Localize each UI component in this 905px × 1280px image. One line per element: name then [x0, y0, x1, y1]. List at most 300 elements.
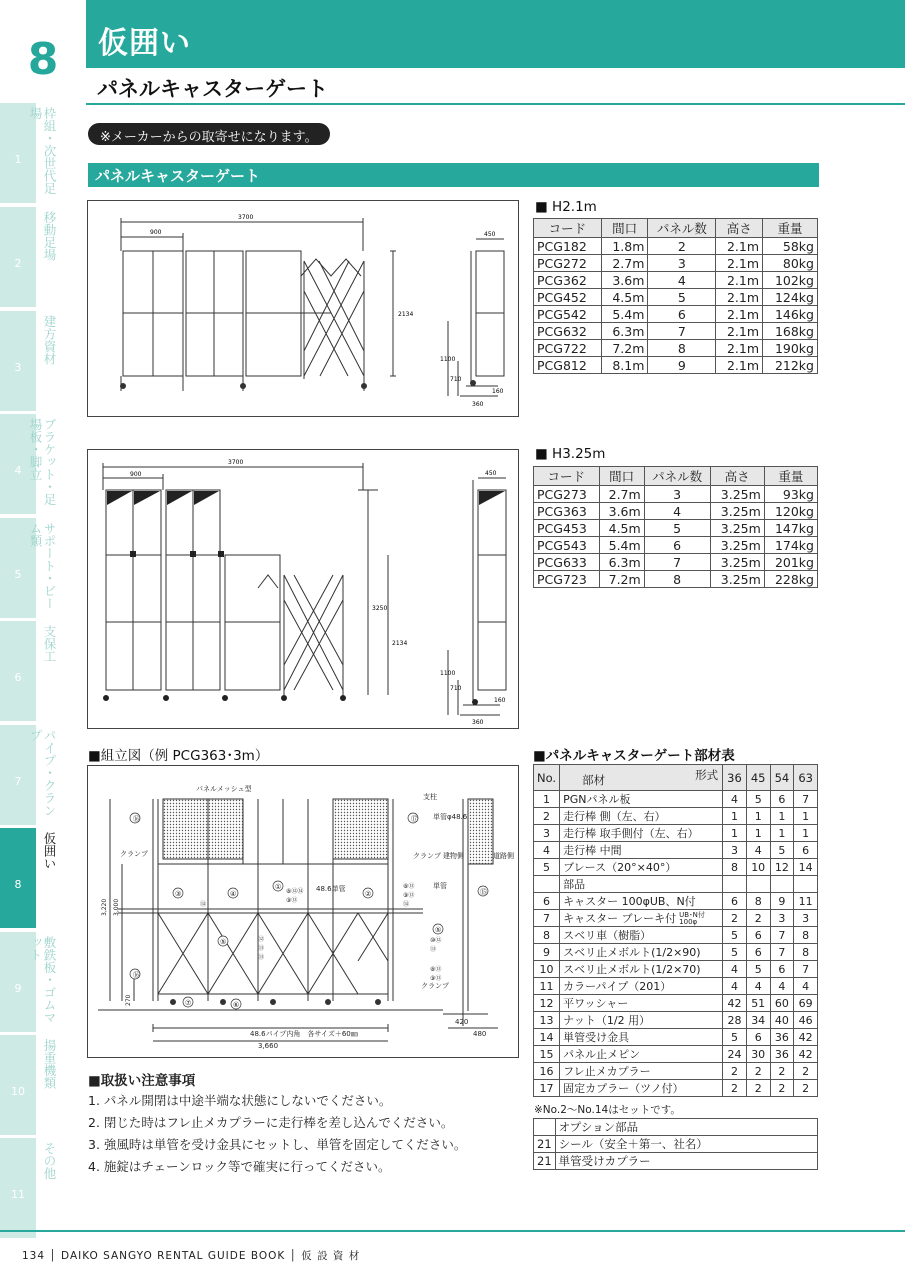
svg-text:⑭: ⑭ [200, 901, 207, 908]
parts-cell: 4 [723, 978, 747, 995]
table-cell: PCG812 [534, 357, 602, 374]
sidebar-item-11[interactable] [0, 1138, 57, 1238]
parts-cell: PGNパネル板 [560, 791, 723, 808]
label-pipe-2: 48.6単管 [316, 885, 346, 893]
table-cell: 3.25m [710, 503, 764, 520]
label-clamp-2: クランプ [421, 982, 449, 990]
table-cell: PCG722 [534, 340, 602, 357]
parts-sub-row [534, 876, 818, 893]
dim-h3: 270 [125, 994, 132, 1006]
caution-title: ■取扱い注意事項 [88, 1073, 196, 1089]
table-cell: 6 [644, 537, 710, 554]
table-cell: 5.4m [599, 537, 644, 554]
table-cell: 3 [644, 486, 710, 503]
parts-cell: 11 [794, 893, 818, 910]
table-cell: 2.1m [716, 323, 763, 340]
parts-row [534, 825, 818, 842]
parts-cell: 走行棒 中間 [560, 842, 723, 859]
parts-cell: 2 [746, 1080, 770, 1097]
parts-cell: 1 [770, 825, 794, 842]
parts-cell: 28 [723, 1012, 747, 1029]
drawing-h21 [87, 200, 519, 417]
svg-text:⑥: ⑥ [233, 1001, 240, 1009]
parts-cell: 平ワッシャー [560, 995, 723, 1012]
table-row [534, 503, 818, 520]
table-cell: 7 [644, 554, 710, 571]
table-cell: 2.1m [716, 289, 763, 306]
no-header: No. [534, 765, 560, 791]
table-h325-title: ■ H3.25m [535, 446, 606, 462]
sidebar-item-3[interactable] [0, 311, 57, 411]
label-road-side: 道路側 [493, 852, 514, 860]
parts-cell: 1 [770, 808, 794, 825]
svg-text:⑧⑬: ⑧⑬ [430, 966, 442, 973]
sidebar-item-number: 2 [14, 257, 22, 270]
svg-text:⑨⑬: ⑨⑬ [430, 975, 442, 982]
parts-header-row [534, 765, 818, 791]
sidebar-item-label: サポート・ビーム類 [28, 522, 57, 610]
table-row [534, 306, 818, 323]
parts-row [534, 893, 818, 910]
svg-text:⑬: ⑬ [430, 946, 437, 953]
table-cell: 3.25m [710, 520, 764, 537]
svg-text:⑯: ⑯ [133, 971, 140, 979]
order-notice: ※メーカーからの取寄せになります。 [88, 123, 330, 145]
table-header-row [534, 467, 818, 486]
dim-d1: 420 [455, 1018, 469, 1026]
svg-text:⑧⑫⑭: ⑧⑫⑭ [286, 888, 304, 895]
parts-cell [746, 876, 770, 893]
parts-cell: 34 [746, 1012, 770, 1029]
parts-cell: 40 [770, 1012, 794, 1029]
table-cell: 3.25m [710, 554, 764, 571]
table-cell: 2.1m [716, 255, 763, 272]
parts-cell: 走行棒 側（左、右） [560, 808, 723, 825]
table-cell: 8 [648, 340, 716, 357]
table-cell: 7 [648, 323, 716, 340]
svg-text:⑬: ⑬ [258, 954, 265, 961]
parts-cell: 36 [770, 1046, 794, 1063]
parts-cell: 2 [794, 1063, 818, 1080]
parts-cell: 5 [723, 944, 747, 961]
svg-text:⑮: ⑮ [480, 888, 487, 896]
svg-text:⑩⑫: ⑩⑫ [430, 937, 442, 944]
size-header: 36 [723, 765, 747, 791]
dim-width-2: 3700 [228, 459, 244, 466]
sidebar-item-number: 4 [14, 464, 22, 477]
parts-cell: 6 [746, 944, 770, 961]
parts-cell: 1 [794, 808, 818, 825]
table-cell: 212kg [763, 357, 818, 374]
table-row [534, 537, 818, 554]
parts-cell: 2 [723, 1080, 747, 1097]
column-header: パネル数 [648, 219, 716, 238]
parts-cell: 42 [794, 1029, 818, 1046]
sidebar-item-label: 建方資材 [42, 315, 57, 365]
label-panel-mesh: パネルメッシュ型 [196, 785, 252, 793]
parts-cell: キャスター ブレーキ付 UB･N付 100φ [560, 910, 723, 927]
table-row [534, 289, 818, 306]
table-cell: 2.1m [716, 357, 763, 374]
drawing-h21-svg [88, 201, 518, 416]
table-cell: PCG182 [534, 238, 602, 255]
dim-side-2-2: 710 [450, 685, 462, 692]
table-cell: PCG543 [534, 537, 600, 554]
parts-cell: 7 [770, 927, 794, 944]
parts-cell: 8 [534, 927, 560, 944]
parts-cell: 8 [794, 944, 818, 961]
column-header: 高さ [716, 219, 763, 238]
svg-text:⑨⑬: ⑨⑬ [403, 892, 415, 899]
svg-text:⑦: ⑦ [185, 999, 192, 1007]
parts-cell: 8 [794, 927, 818, 944]
parts-cell: 7 [534, 910, 560, 927]
parts-row [534, 961, 818, 978]
parts-cell: 14 [534, 1029, 560, 1046]
option-row [534, 1136, 818, 1153]
parts-row [534, 859, 818, 876]
sidebar-item-label: 仮囲い [42, 832, 57, 870]
parts-cell: 2 [794, 1080, 818, 1097]
option-row [534, 1153, 818, 1170]
sidebar-item-1[interactable] [0, 103, 57, 203]
parts-cell: 2 [723, 1063, 747, 1080]
svg-text:⑨⑬: ⑨⑬ [286, 897, 298, 904]
sidebar-item-number: 9 [14, 982, 22, 995]
dim-height-2: 3250 [372, 605, 388, 612]
parts-cell: 12 [534, 995, 560, 1012]
type-header: 形式 [695, 768, 719, 782]
column-header: 重量 [763, 219, 818, 238]
table-cell: PCG362 [534, 272, 602, 289]
dim-panel-width: 900 [150, 229, 162, 236]
parts-row [534, 1063, 818, 1080]
parts-row [534, 842, 818, 859]
parts-cell: 9 [770, 893, 794, 910]
svg-text:⑰: ⑰ [411, 815, 418, 823]
parts-row [534, 1012, 818, 1029]
caution-item: 3. 強風時は単管を受け金具にセットし、単管を固定してください。 [88, 1137, 467, 1152]
parts-row [534, 944, 818, 961]
option-cell [534, 1119, 556, 1136]
page-title: 仮囲い [98, 26, 191, 61]
table-cell: 120kg [764, 503, 817, 520]
table-cell: 3.6m [599, 503, 644, 520]
parts-cell: 11 [534, 978, 560, 995]
option-no: 21 [534, 1136, 556, 1153]
table-cell: 5 [648, 289, 716, 306]
parts-row [534, 808, 818, 825]
column-header: 高さ [710, 467, 764, 486]
svg-text:⑬: ⑬ [258, 945, 265, 952]
parts-cell: ブレース（20°×40°） [560, 859, 723, 876]
parts-cell: 1 [746, 825, 770, 842]
parts-cell: 1 [794, 825, 818, 842]
parts-cell: 14 [794, 859, 818, 876]
parts-cell: 2 [534, 808, 560, 825]
part-type-header [560, 765, 723, 791]
table-cell: 190kg [763, 340, 818, 357]
chapter-number-text: 8 [27, 34, 59, 85]
option-name: シール（安全＋第一、社名） [555, 1136, 817, 1153]
parts-cell: 1 [746, 808, 770, 825]
table-h21-title: ■ H2.1m [535, 199, 597, 215]
parts-cell: 5 [534, 859, 560, 876]
table-h21 [533, 218, 818, 374]
parts-row [534, 1046, 818, 1063]
table-cell: 4.5m [601, 289, 648, 306]
parts-cell: 6 [723, 893, 747, 910]
svg-text:⑭: ⑭ [403, 901, 410, 908]
sidebar-item-8[interactable] [0, 828, 57, 928]
page-subtitle: パネルキャスターゲート [97, 77, 328, 101]
svg-text:⑤: ⑤ [220, 938, 227, 946]
sidebar-item-number: 5 [14, 568, 22, 581]
dim-side-3: 160 [492, 388, 504, 395]
table-cell: PCG273 [534, 486, 600, 503]
parts-cell: 7 [794, 791, 818, 808]
sidebar-item-9[interactable] [0, 932, 57, 1032]
caster-note: UB･N付 100φ [679, 911, 705, 926]
parts-cell: キャスター 100φUB、N付 [560, 893, 723, 910]
caution-item: 2. 閉じた時はフレ止メカプラーに走行棒を差し込んでください。 [88, 1115, 454, 1130]
parts-cell: 5 [770, 842, 794, 859]
parts-cell: 16 [534, 1063, 560, 1080]
sidebar-item-5[interactable] [0, 518, 57, 618]
parts-cell: 6 [534, 893, 560, 910]
caution-item: 1. パネル開閉は中途半端な状態にしないでください。 [88, 1093, 392, 1108]
dim-height-2b: 2134 [392, 640, 408, 647]
parts-cell: 10 [746, 859, 770, 876]
table-cell: 2.7m [599, 486, 644, 503]
parts-cell: 4 [770, 978, 794, 995]
parts-cell: 24 [723, 1046, 747, 1063]
table-cell: 9 [648, 357, 716, 374]
sidebar-item-label: 揚重機類 [42, 1039, 57, 1089]
table-cell: 124kg [763, 289, 818, 306]
parts-cell: 3 [770, 910, 794, 927]
sidebar-item-number: 8 [14, 878, 22, 891]
parts-cell: スベリ車（樹脂） [560, 927, 723, 944]
dim-side-2-3: 160 [494, 697, 506, 704]
table-cell: 3.6m [601, 272, 648, 289]
parts-cell: 30 [746, 1046, 770, 1063]
dim-width: 3700 [238, 214, 254, 221]
parts-cell: 42 [794, 1046, 818, 1063]
parts-cell [770, 876, 794, 893]
table-cell: 102kg [763, 272, 818, 289]
parts-cell [534, 876, 560, 893]
table-cell: 7.2m [601, 340, 648, 357]
parts-cell: 3 [534, 825, 560, 842]
parts-cell: 15 [534, 1046, 560, 1063]
table-cell: 201kg [764, 554, 817, 571]
drawing-h325-svg [88, 450, 518, 728]
parts-cell: 6 [746, 1029, 770, 1046]
parts-cell: 1 [723, 825, 747, 842]
parts-cell: 5 [746, 791, 770, 808]
sidebar-item-number: 1 [14, 153, 22, 166]
table-cell: PCG452 [534, 289, 602, 306]
footer-rule [0, 1230, 905, 1232]
dim-note: 48.6パイプ内角 各サイズ＋60㎜ [250, 1030, 358, 1038]
table-cell: 7.2m [599, 571, 644, 588]
table-cell: 80kg [763, 255, 818, 272]
dim-total: 3,660 [258, 1042, 279, 1050]
table-row [534, 255, 818, 272]
sidebar-item-10[interactable] [0, 1035, 57, 1135]
assembly-title: ■組立図（例 PCG363･3m） [88, 748, 269, 764]
label-clamp-3: クランプ [120, 850, 148, 858]
option-no: 21 [534, 1153, 556, 1170]
svg-text:④: ④ [230, 890, 237, 898]
table-row [534, 357, 818, 374]
option-header-row [534, 1119, 818, 1136]
svg-text:⑯: ⑯ [133, 815, 140, 823]
sidebar-item-label: ブラケット・足場板・脚立 [28, 418, 57, 506]
table-cell: 168kg [763, 323, 818, 340]
parts-cell: 10 [534, 961, 560, 978]
parts-cell: 69 [794, 995, 818, 1012]
label-tankan: 単管 [433, 882, 447, 890]
sidebar-item-4[interactable] [0, 414, 57, 514]
parts-cell: 単管受け金具 [560, 1029, 723, 1046]
sidebar-item-2[interactable] [0, 207, 57, 307]
parts-cell: 46 [794, 1012, 818, 1029]
table-cell: 2.1m [716, 306, 763, 323]
table-cell: 5.4m [601, 306, 648, 323]
table-cell: 8 [644, 571, 710, 588]
sidebar-item-6[interactable] [0, 621, 57, 721]
option-title: オプション部品 [555, 1119, 817, 1136]
dim-side-2: 710 [450, 376, 462, 383]
parts-cell: 4 [794, 978, 818, 995]
table-cell: PCG632 [534, 323, 602, 340]
parts-row [534, 910, 818, 927]
dim-side-width-2: 450 [485, 470, 497, 477]
parts-row [534, 791, 818, 808]
dim-panel-width-2: 900 [130, 471, 142, 478]
parts-table [533, 764, 818, 1097]
sidebar-item-number: 3 [14, 361, 22, 374]
table-cell: 3.25m [710, 571, 764, 588]
parts-cell: 4 [534, 842, 560, 859]
parts-cell: 5 [746, 961, 770, 978]
label-post: 支柱 [423, 793, 437, 801]
parts-cell: スベリ止メボルト(1/2×70) [560, 961, 723, 978]
dim-h1: 3,220 [101, 898, 108, 916]
parts-cell: 2 [770, 1080, 794, 1097]
table-cell: 3 [648, 255, 716, 272]
parts-table-title: ■パネルキャスターゲート部材表 [533, 748, 735, 764]
table-cell: 3.25m [710, 486, 764, 503]
parts-cell: 5 [723, 1029, 747, 1046]
table-cell: 6.3m [601, 323, 648, 340]
parts-row [534, 995, 818, 1012]
table-cell: 4 [648, 272, 716, 289]
sidebar-item-number: 7 [14, 775, 22, 788]
svg-text:⑫: ⑫ [258, 936, 265, 943]
parts-cell: 3 [794, 910, 818, 927]
table-cell: 93kg [764, 486, 817, 503]
svg-text:②: ② [365, 890, 372, 898]
dim-d2: 480 [473, 1030, 487, 1038]
table-cell: PCG723 [534, 571, 600, 588]
dim-side-2-4: 360 [472, 719, 484, 726]
table-row [534, 486, 818, 503]
parts-cell: パネル止メピン [560, 1046, 723, 1063]
sidebar-item-number: 11 [11, 1188, 25, 1201]
table-cell: 5 [644, 520, 710, 537]
table-cell: 4.5m [599, 520, 644, 537]
table-cell: 2.1m [716, 238, 763, 255]
sidebar-item-7[interactable] [0, 725, 57, 825]
svg-text:⑤: ⑤ [435, 926, 442, 934]
table-cell: PCG363 [534, 503, 600, 520]
section-header: パネルキャスターゲート [88, 163, 819, 187]
sidebar-item-label: 支保工 [42, 625, 57, 663]
parts-row [534, 1080, 818, 1097]
parts-cell: 4 [723, 791, 747, 808]
parts-cell: カラーパイプ（201） [560, 978, 723, 995]
sidebar-item-label: 移動足場 [42, 211, 57, 261]
svg-text:③: ③ [175, 890, 182, 898]
parts-cell [794, 876, 818, 893]
table-cell: 174kg [764, 537, 817, 554]
sidebar-item-label: その他 [42, 1142, 57, 1180]
column-header: 重量 [764, 467, 817, 486]
size-header: 45 [746, 765, 770, 791]
table-cell: PCG272 [534, 255, 602, 272]
column-header: 間口 [601, 219, 648, 238]
sidebar-item-label: 枠組・次世代足場 [28, 107, 57, 195]
parts-cell: ナット（1/2 用） [560, 1012, 723, 1029]
table-cell: 228kg [764, 571, 817, 588]
title-bar [86, 0, 905, 68]
table-cell: 3.25m [710, 537, 764, 554]
subtitle-bar [86, 68, 905, 105]
parts-cell: 7 [770, 944, 794, 961]
label-pipe: 単管φ48.6 [433, 813, 468, 821]
parts-cell: 1 [534, 791, 560, 808]
table-row [534, 571, 818, 588]
dim-side-4: 360 [472, 401, 484, 408]
svg-text:①: ① [275, 883, 282, 891]
dim-side-1: 1100 [440, 356, 456, 363]
parts-row [534, 1029, 818, 1046]
parts-cell: 9 [534, 944, 560, 961]
table-row [534, 272, 818, 289]
parts-cell: 51 [746, 995, 770, 1012]
table-header-row [534, 219, 818, 238]
dim-height: 2134 [398, 311, 414, 318]
option-parts-table [533, 1118, 818, 1170]
parts-cell: 2 [770, 1063, 794, 1080]
caution-item: 4. 施錠はチェーンロック等で確実に行ってください。 [88, 1159, 391, 1174]
parts-cell: 4 [746, 978, 770, 995]
table-row [534, 323, 818, 340]
parts-sub-label: 部品 [560, 876, 723, 893]
table-row [534, 340, 818, 357]
parts-cell: 2 [746, 1063, 770, 1080]
parts-cell: スベリ止メボルト(1/2×90) [560, 944, 723, 961]
dim-side-width: 450 [484, 231, 496, 238]
table-cell: 6.3m [599, 554, 644, 571]
parts-cell: 17 [534, 1080, 560, 1097]
parts-cell: フレ止メカプラー [560, 1063, 723, 1080]
sidebar-item-label: パイプ・クランプ [28, 729, 57, 817]
dim-h2: 3,000 [113, 898, 120, 916]
